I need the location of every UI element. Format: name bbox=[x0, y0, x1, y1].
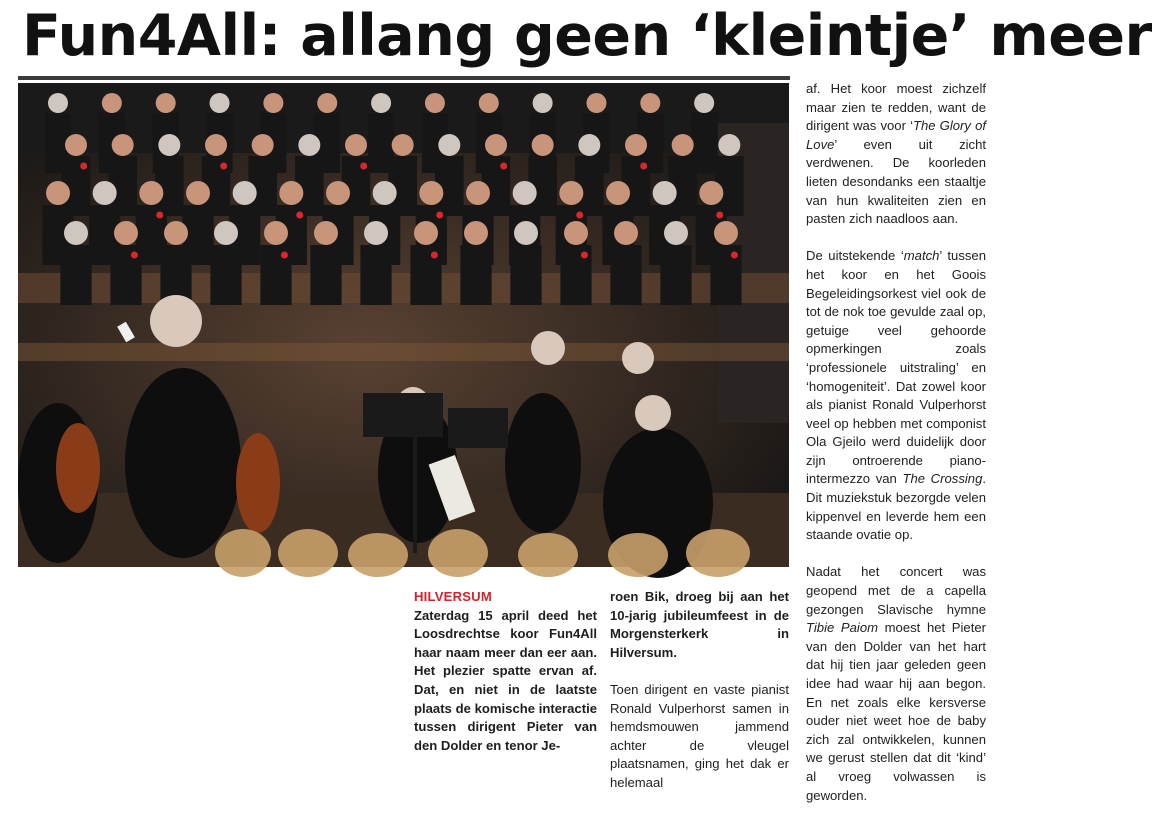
choir-member-body bbox=[660, 245, 691, 305]
choir-member-body bbox=[360, 245, 391, 305]
choir-concert-photo bbox=[18, 83, 789, 567]
choir-member-head bbox=[606, 181, 630, 205]
choir-corsage bbox=[296, 212, 303, 219]
choir-corsage bbox=[576, 212, 583, 219]
choir-member-head bbox=[664, 221, 688, 245]
choir-member-head bbox=[64, 221, 88, 245]
choir-member-head bbox=[625, 134, 647, 156]
choir-member-head bbox=[371, 93, 391, 113]
piece-title-the-crossing: The Crossing bbox=[902, 471, 983, 487]
choir-member-head bbox=[514, 221, 538, 245]
choir-member-head bbox=[586, 93, 606, 113]
body-paragraph-2: af. Het koor moest zichzelf maar zien te redden, want de dirigent was voor ‘The Glory of Love’ even uit zicht verdwenen. De koorleden lieten desondanks een staaltje van hun kwaliteiten zien en pasten zich naadloos aan. bbox=[806, 81, 986, 227]
choir-member-head bbox=[533, 93, 553, 113]
choir-member-head bbox=[279, 181, 303, 205]
right-column bbox=[806, 80, 986, 824]
hymn-title-tibie-paiom: Tibie Paiom bbox=[806, 620, 879, 636]
choir-member-head bbox=[317, 93, 337, 113]
choir-member-head bbox=[326, 181, 350, 205]
choir-member-head bbox=[578, 134, 600, 156]
choir-member-body bbox=[610, 245, 641, 305]
choir-member-head bbox=[233, 181, 257, 205]
choir-corsage bbox=[640, 163, 647, 170]
choir-member-head bbox=[252, 134, 274, 156]
choir-member-head bbox=[438, 134, 460, 156]
choir-member-head bbox=[205, 134, 227, 156]
choir-member-head bbox=[699, 181, 723, 205]
choir-corsage bbox=[431, 252, 438, 259]
choir-member-head bbox=[464, 221, 488, 245]
choir-corsage bbox=[731, 252, 738, 259]
choir-member-head bbox=[485, 134, 507, 156]
choir-corsage bbox=[581, 252, 588, 259]
body-paragraph-4: Nadat het concert was geopend met de a capella gezongen Slavische hymne Tibie Paiom moest het Pieter van den Dolder van het hart dat hij tien jaar geleden geen idee had waar hij aan begon. En net zoals elke kersverse ouder niet weet hoe de baby zich zal ontwikkelen, kunnen we gerust stellen dat dit ‘kind’ al vroeg volwassen is geworden. bbox=[806, 564, 986, 803]
choir-member-head bbox=[48, 93, 68, 113]
lead-column bbox=[414, 588, 597, 755]
choir-corsage bbox=[281, 252, 288, 259]
choir-member-head bbox=[392, 134, 414, 156]
photo-illustration bbox=[18, 83, 789, 567]
choir-member-head bbox=[114, 221, 138, 245]
choir-member-head bbox=[466, 181, 490, 205]
choir-corsage bbox=[360, 163, 367, 170]
choir-member-head bbox=[102, 93, 122, 113]
choir-corsage bbox=[131, 252, 138, 259]
choir-member-head bbox=[672, 134, 694, 156]
choir-corsage bbox=[80, 163, 87, 170]
choir-member-head bbox=[345, 134, 367, 156]
choir-member-head bbox=[640, 93, 660, 113]
word-match: match bbox=[903, 248, 940, 264]
choir-member-head bbox=[479, 93, 499, 113]
choir-corsage bbox=[500, 163, 507, 170]
choir-member-head bbox=[694, 93, 714, 113]
choir-member-head bbox=[186, 181, 210, 205]
headline: Fun4All: allang geen ‘kleintje’ meer bbox=[22, 3, 1152, 69]
choir-member-head bbox=[714, 221, 738, 245]
choir-member-head bbox=[264, 221, 288, 245]
lead-paragraph-part1: Zaterdag 15 april deed het Loosdrechtse koor Fun4All haar naam meer dan eer aan. Het plezier spatte ervan af. Dat, en niet in de laatste plaats de komische interactie tussen dirigent Pieter van den Dolder en tenor Je- bbox=[414, 607, 597, 753]
dateline: HILVERSUM bbox=[414, 589, 492, 604]
choir-member-head bbox=[414, 221, 438, 245]
choir-member-head bbox=[532, 134, 554, 156]
choir-corsage bbox=[156, 212, 163, 219]
body-paragraph-3: De uitstekende ‘match’ tussen het koor en het Goois Begeleidingsorkest viel ook de tot de nok toe gevulde zaal op, getuige veel gehoorde opmerkingen zoals ‘professionele uitstraling’ en ‘homogeniteit’. Dat zowel koor als pianist Ronald Vulperhorst veel op hebben met componist Ola Gjeilo werd duidelijk door zijn ontroerende piano-intermezzo van The Crossing. Dit muziekstuk bezorgde velen kippenvel en leverde hem een staande ovatie op. bbox=[806, 248, 986, 543]
choir-member-head bbox=[513, 181, 537, 205]
choir-member-body bbox=[210, 245, 241, 305]
choir-member-head bbox=[419, 181, 443, 205]
choir-member-head bbox=[314, 221, 338, 245]
choir-member-body bbox=[60, 245, 91, 305]
choir-member-head bbox=[614, 221, 638, 245]
choir-member-head bbox=[564, 221, 588, 245]
choir-member-head bbox=[364, 221, 388, 245]
headline-rule bbox=[18, 76, 790, 80]
song-title-glory-of-love: The Glory of Love bbox=[806, 118, 986, 152]
choir-member-body bbox=[510, 245, 541, 305]
choir-member-head bbox=[164, 221, 188, 245]
choir-member-head bbox=[559, 181, 583, 205]
choir-member-head bbox=[298, 134, 320, 156]
choir-member-head bbox=[93, 181, 117, 205]
lead-paragraph-part2: roen Bik, droeg bij aan het 10-jarig jubileumfeest in de Morgensterkerk in Hilversum. bbox=[610, 589, 789, 660]
choir-member-head bbox=[46, 181, 70, 205]
choir-member-head bbox=[718, 134, 740, 156]
choir-member-head bbox=[263, 93, 283, 113]
body-paragraph-1: Toen dirigent en vaste pianist Ronald Vulperhorst samen in hemdsmouwen jammend achter de vleugel plaatsnamen, ging het dak er helemaal bbox=[610, 681, 789, 790]
choir-member-head bbox=[139, 181, 163, 205]
choir-member-body bbox=[310, 245, 341, 305]
choir-member-head bbox=[653, 181, 677, 205]
choir-corsage bbox=[436, 212, 443, 219]
choir-member-body bbox=[460, 245, 491, 305]
choir-member-head bbox=[425, 93, 445, 113]
choir-member-head bbox=[112, 134, 134, 156]
choir-corsage bbox=[220, 163, 227, 170]
choir-member-head bbox=[214, 221, 238, 245]
choir-member-head bbox=[210, 93, 230, 113]
choir-member-head bbox=[158, 134, 180, 156]
choir-member-head bbox=[373, 181, 397, 205]
choir-corsage bbox=[716, 212, 723, 219]
choir-member-head bbox=[156, 93, 176, 113]
choir-member-head bbox=[65, 134, 87, 156]
second-column bbox=[610, 588, 789, 793]
